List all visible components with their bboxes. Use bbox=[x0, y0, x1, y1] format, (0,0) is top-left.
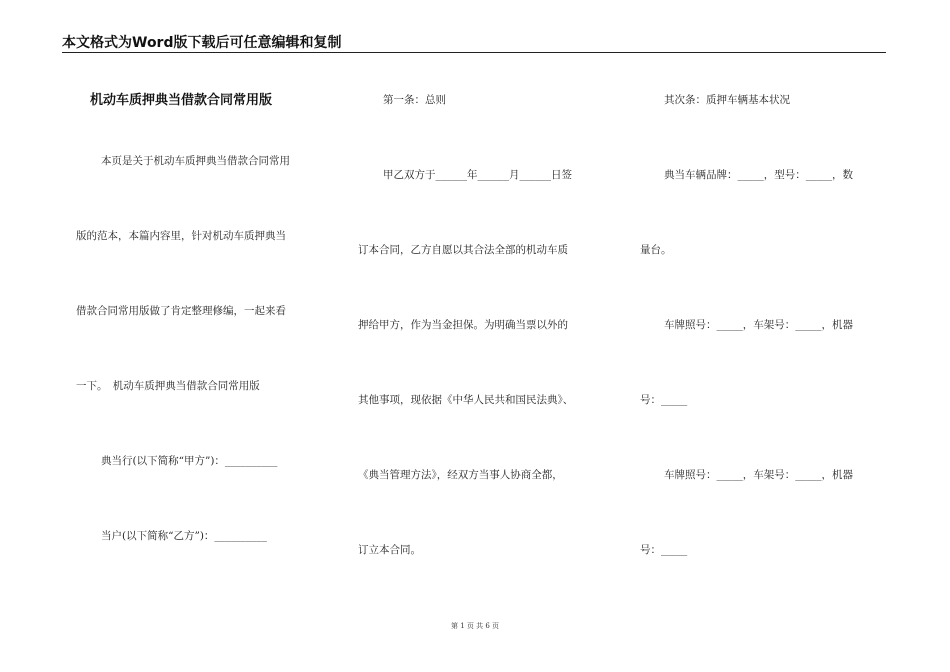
left-line-6: 当户(以下简称“乙方”)：__________ bbox=[101, 530, 267, 542]
right-line-1: 其次条：质押车辆基本状况 bbox=[664, 94, 790, 106]
right-line-3: 量台。 bbox=[640, 244, 672, 256]
middle-line-6: 《典当管理方法》，经双方当事人协商全都， bbox=[358, 469, 563, 481]
page-number: 第 1 页 共 6 页 bbox=[450, 622, 500, 630]
right-line-7: 号：_____ bbox=[640, 544, 688, 556]
middle-line-7: 订立本合同。 bbox=[358, 544, 421, 556]
right-line-5: 号：_____ bbox=[640, 394, 688, 406]
middle-line-5: 其他事项，现依据《中华人民共和国民法典》、 bbox=[358, 394, 574, 406]
middle-line-1: 第一条：总则 bbox=[383, 94, 446, 106]
left-line-1: 本页是关于机动车质押典当借款合同常用 bbox=[101, 155, 290, 167]
right-line-6: 车牌照号：_____，车架号：_____，机器 bbox=[664, 469, 853, 481]
right-line-2: 典当车辆品牌：_____，型号：_____，数 bbox=[664, 169, 853, 181]
left-line-2: 版的范本，本篇内容里，针对机动车质押典当 bbox=[76, 230, 286, 242]
document-header: 本文格式为Word版下载后可任意编辑和复制 bbox=[62, 34, 886, 53]
middle-line-3: 订本合同，乙方自愿以其合法全部的机动车质 bbox=[358, 244, 568, 256]
left-line-3: 借款合同常用版做了肯定整理修编，一起来看 bbox=[76, 305, 286, 317]
right-line-4: 车牌照号：_____，车架号：_____，机器 bbox=[664, 319, 853, 331]
middle-line-4: 押给甲方，作为当金担保。为明确当票以外的 bbox=[358, 319, 568, 331]
middle-line-2: 甲乙双方于______年______月______日签 bbox=[383, 169, 572, 181]
left-line-4: 一下。 机动车质押典当借款合同常用版 bbox=[76, 380, 260, 392]
left-line-5: 典当行(以下简称“甲方”)：__________ bbox=[101, 455, 278, 467]
document-title: 机动车质押典当借款合同常用版 bbox=[90, 93, 273, 108]
